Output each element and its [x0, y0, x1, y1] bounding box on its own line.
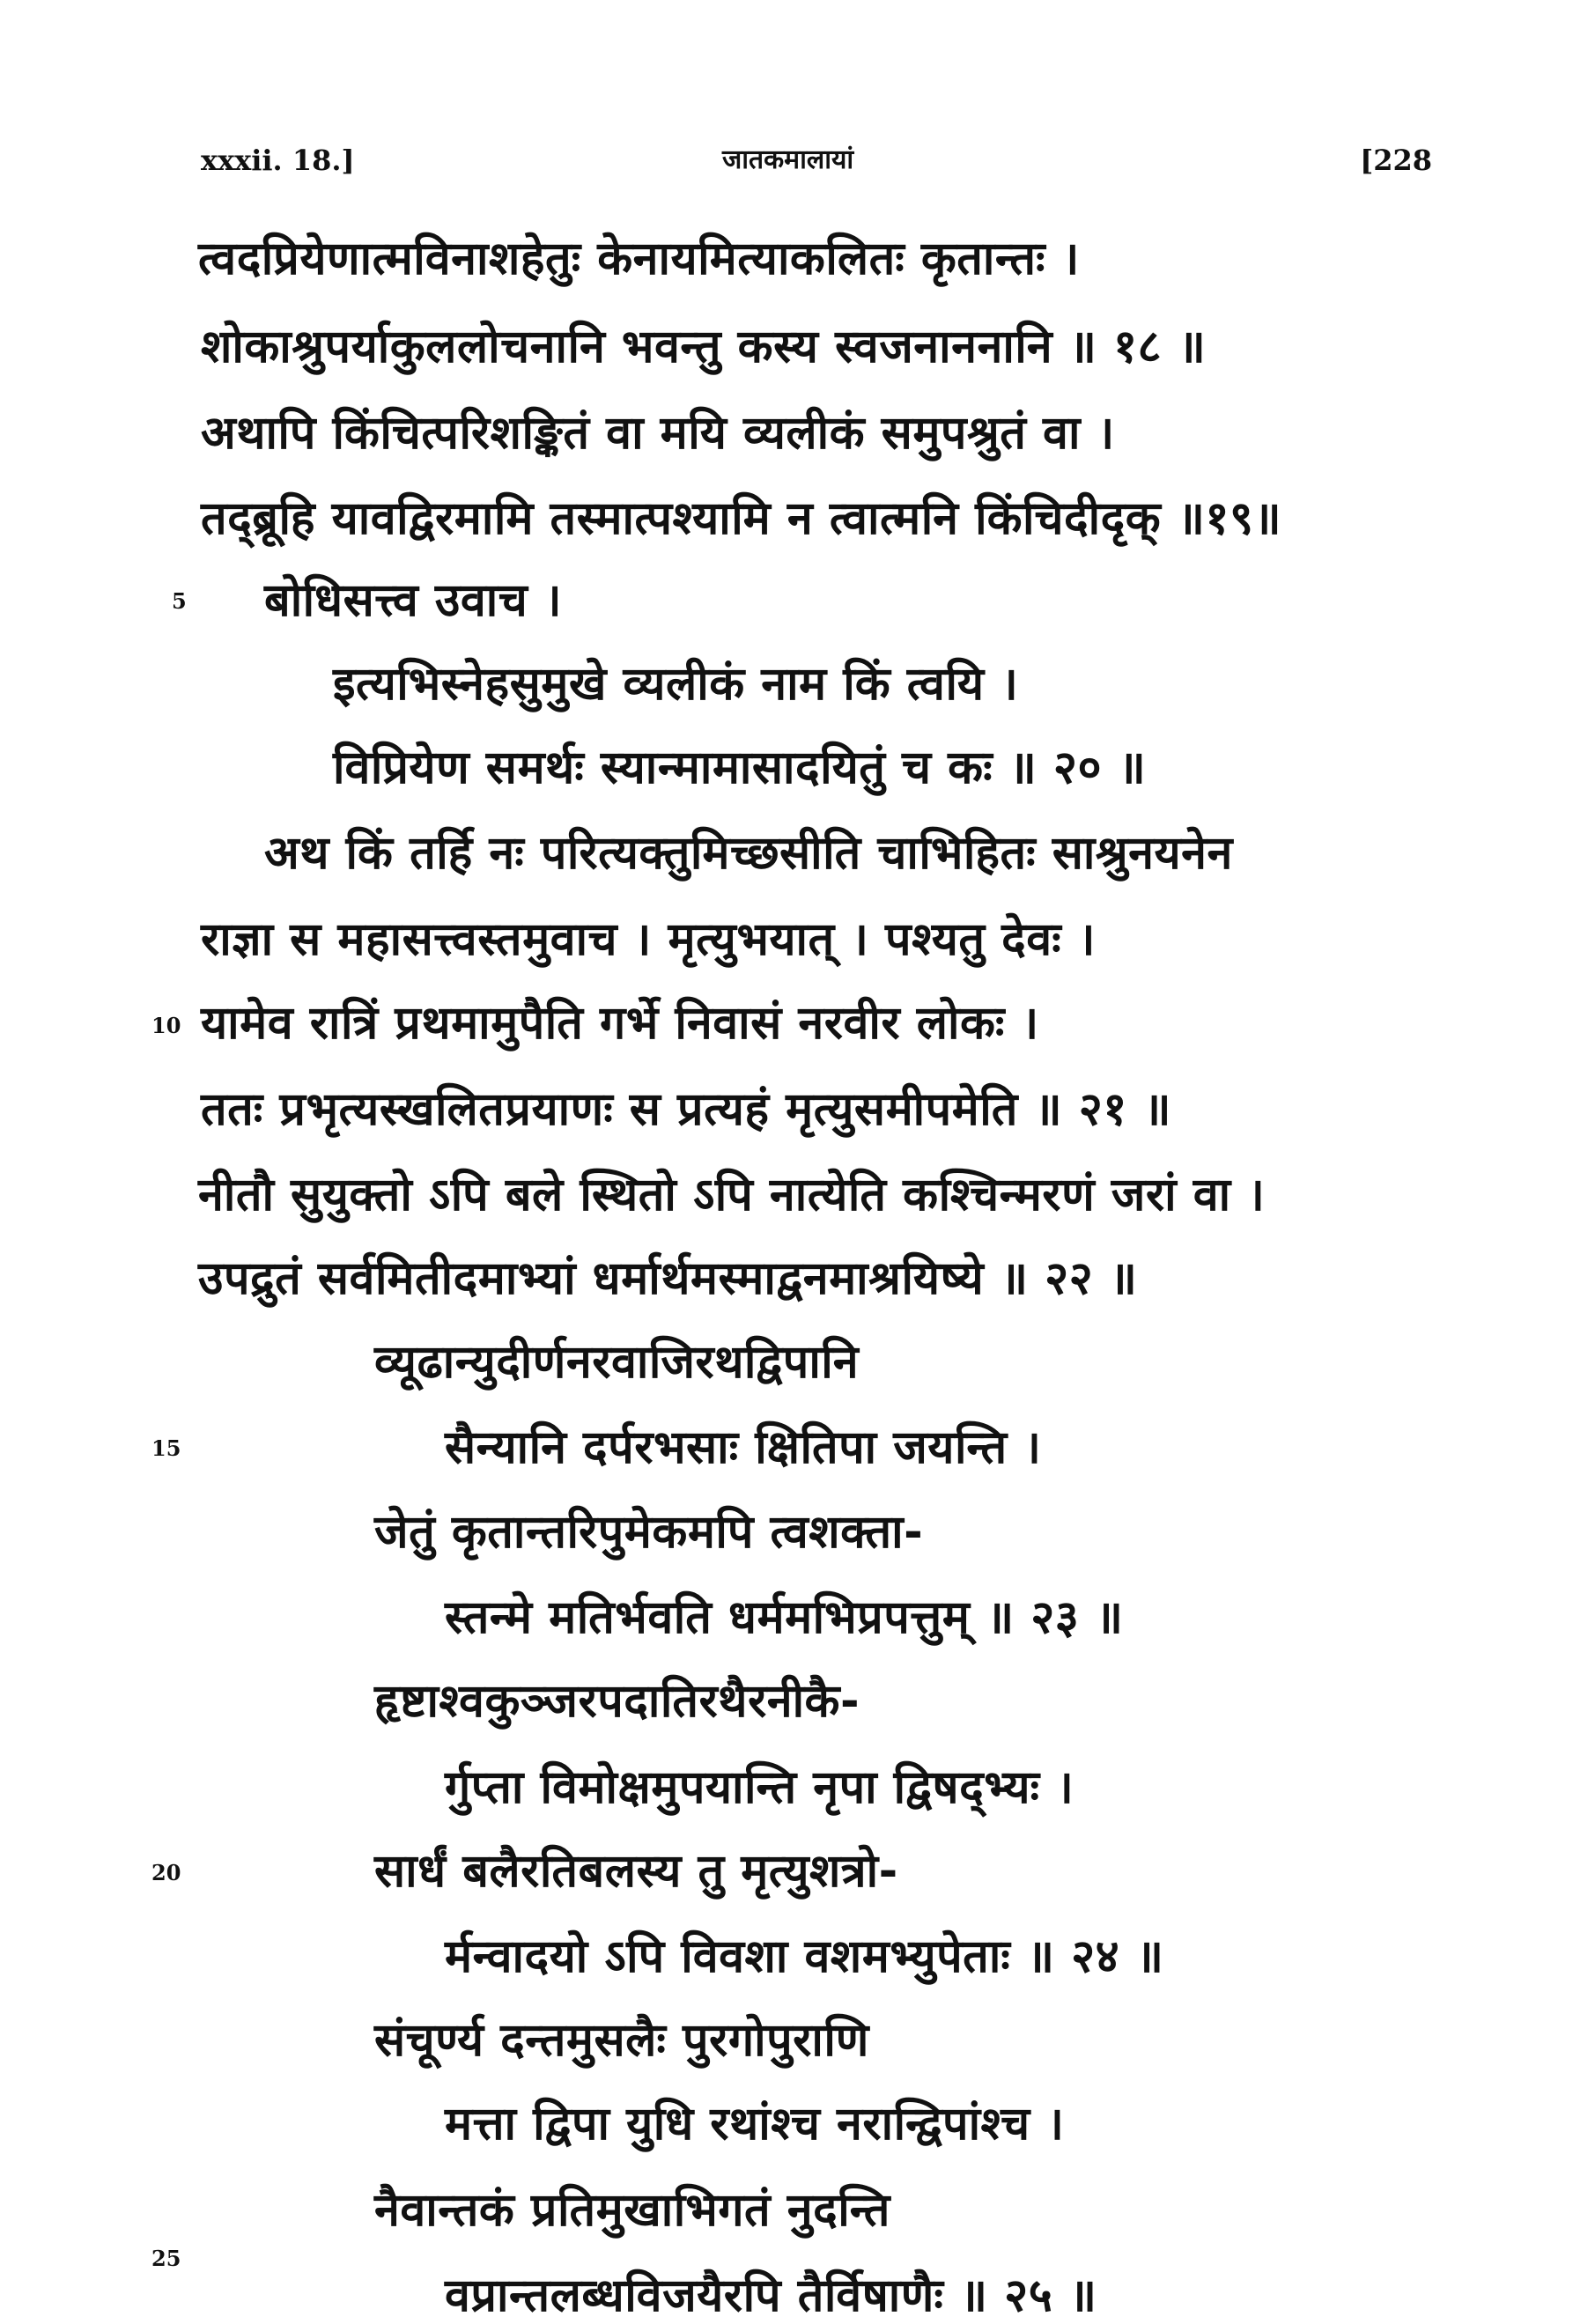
text-line-3: अथापि किंचित्परिशङ्कितं वा मयि व्यलीकं समुपश्रुतं वा ।	[201, 407, 1115, 460]
text-line-19: र्गुप्ता विमोक्षमुपयान्ति नृपा द्विषद्भ्यः ।	[445, 1761, 1075, 1814]
text-line-24: नैवान्तकं प्रतिमुखाभिगतं नुदन्ति	[374, 2184, 890, 2237]
text-line-16: जेतुं कृतान्तरिपुमेकमपि त्वशक्ता-	[374, 1506, 924, 1559]
text-line-13: उपद्रुतं सर्वमितीदमाभ्यां धर्मार्थमस्माद्वनमाश्रयिष्ये ॥ २२ ॥	[198, 1252, 1138, 1305]
text-line-1: त्वदप्रियेणात्मविनाशहेतुः केनायमित्याकलितः कृतान्तः ।	[198, 232, 1080, 285]
line-number-25: 25	[151, 2246, 181, 2271]
text-line-4: तद्ब्रूहि यावद्विरमामि तस्मात्पश्यामि न त्वात्मनि किंचिदीदृक् ॥१९॥	[201, 492, 1282, 545]
text-line-11: ततः प्रभृत्यस्खलितप्रयाणः स प्रत्यहं मृत्युसमीपमेति ॥ २१ ॥	[201, 1083, 1172, 1136]
text-line-9: राज्ञा स महासत्त्वस्तमुवाच । मृत्युभयात् । पश्यतु देवः ।	[201, 913, 1096, 966]
text-line-23: मत्ता द्विपा युधि रथांश्च नरान्द्विपांश्च ।	[445, 2098, 1065, 2151]
line-number-5: 5	[172, 588, 187, 614]
text-line-7: विप्रियेण समर्थः स्यान्मामासादयितुं च कः ॥ २० ॥	[333, 741, 1147, 794]
text-line-14: व्यूढान्युदीर्णनरवाजिरथद्विपानि	[374, 1336, 860, 1389]
text-line-10: यामेव रात्रिं प्रथमामुपैति गर्भे निवासं नरवीर लोकः ।	[201, 997, 1039, 1050]
line-number-15: 15	[151, 1435, 181, 1461]
text-line-15: सैन्यानि दर्परभसाः क्षितिपा जयन्ति ।	[445, 1421, 1042, 1474]
text-line-20: सार्धं बलैरतिबलस्य तु मृत्युशत्रो-	[374, 1845, 898, 1898]
text-line-8: अथ किं तर्हि नः परित्यक्तुमिच्छसीति चाभिहितः साश्रुनयनेन	[264, 827, 1233, 880]
line-number-20: 20	[151, 1860, 181, 1885]
text-line-17: स्तन्मे मतिर्भवति धर्ममभिप्रपत्तुम् ॥ २३ ॥	[445, 1591, 1124, 1644]
line-number-10: 10	[151, 1013, 181, 1038]
running-header-reference: xxxii. 18.]	[201, 144, 355, 177]
text-line-5: बोधिसत्त्व उवाच ।	[264, 574, 563, 627]
text-line-21: र्मन्वादयो ऽपि विवशा वशमभ्युपेताः ॥ २४ ॥	[445, 1930, 1164, 1983]
text-line-25: वप्रान्तलब्धविजयैरपि तैर्विषाणैः ॥ २५ ॥	[445, 2269, 1097, 2322]
text-line-2: शोकाश्रुपर्याकुललोचनानि भवन्तु कस्य स्वजनाननानि ॥ १८ ॥	[201, 321, 1207, 373]
running-header-title: जातकमालायां	[722, 144, 854, 175]
text-line-22: संचूर्ण्य दन्तमुसलैः पुरगोपुराणि	[374, 2014, 869, 2067]
text-line-12: नीतौ सुयुक्तो ऽपि बले स्थितो ऽपि नात्येति कश्चिन्मरणं जरां वा ।	[198, 1169, 1266, 1221]
page-number: [228	[1360, 144, 1432, 177]
text-line-18: हृष्टाश्वकुञ्जरपदातिरथैरनीकै-	[374, 1675, 860, 1728]
text-line-6: इत्यभिस्नेहसुमुखे व्यलीकं नाम किं त्वयि ।	[333, 658, 1019, 711]
